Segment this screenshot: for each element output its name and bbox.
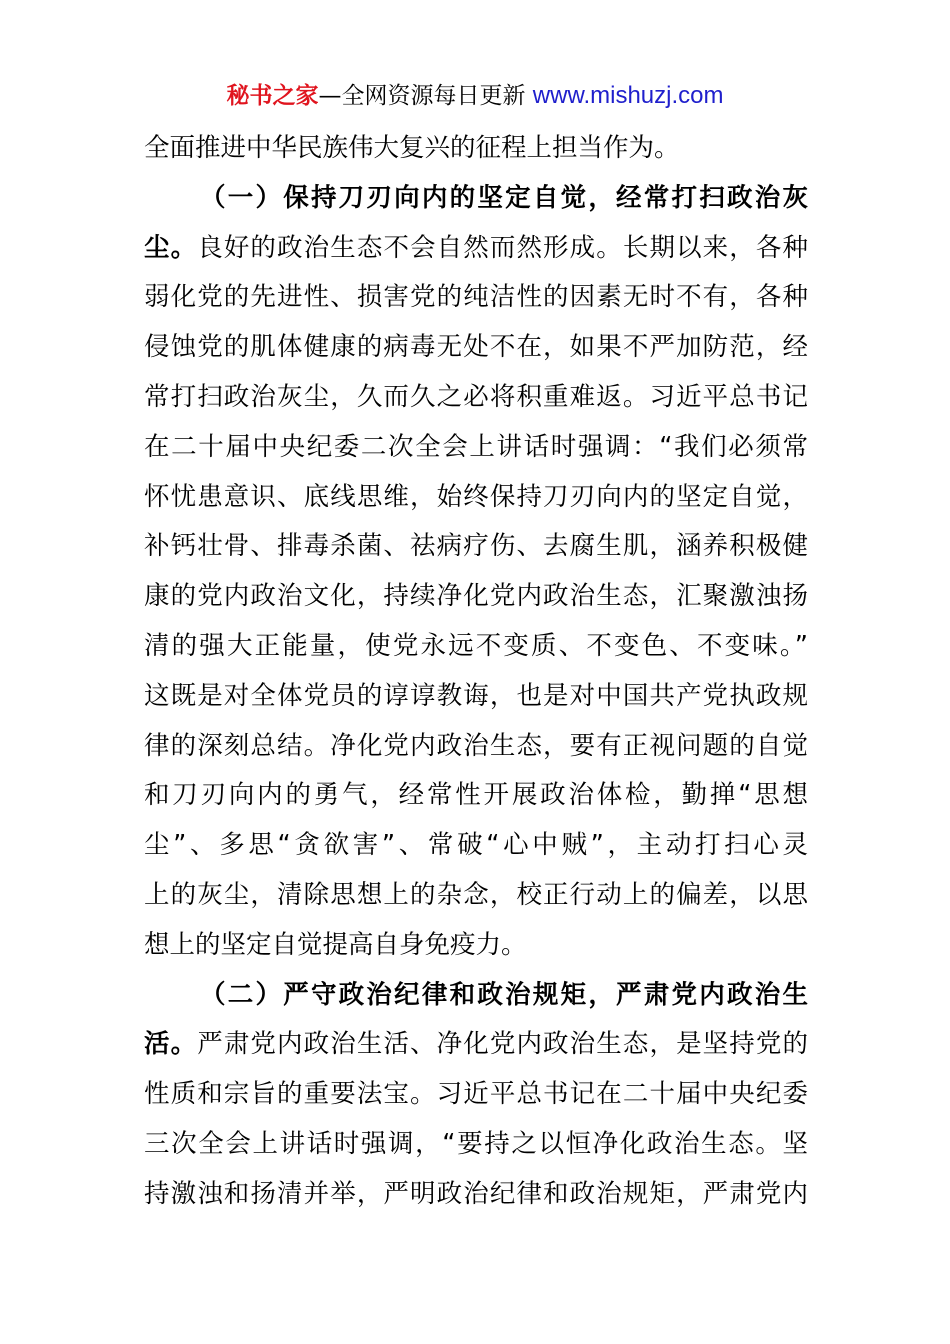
body-text: 怀忧患意识、底线思维，始终保持刀刃向内的坚定自觉， [144, 481, 808, 512]
text-line [144, 1020, 808, 1070]
text-line [144, 771, 808, 821]
heading-text: （二）严守政治纪律和政治规矩，严肃党内政治生 [200, 979, 808, 1010]
body-text: 想上的坚定自觉提高自身免疫力。 [144, 929, 527, 960]
text-line [144, 1170, 808, 1220]
site-slogan: —全网资源每日更新 [318, 83, 526, 109]
text-line [144, 622, 808, 672]
body-text: 良好的政治生态不会自然而然形成。长期以来，各种 [197, 232, 808, 263]
body-text: 和刀刃向内的勇气，经常性开展政治体检，勤掸“思想 [144, 780, 808, 811]
body-text: 补钙壮骨、排毒杀菌、祛病疗伤、去腐生肌，涵养积极健 [144, 531, 808, 562]
site-header [0, 80, 950, 112]
body-text: 康的党内政治文化，持续净化党内政治生态，汇聚激浊扬 [144, 581, 808, 612]
body-text: 侵蚀党的肌体健康的病毒无处不在，如果不严加防范，经 [144, 332, 808, 363]
body-text: 尘”、多思“贪欲害”、常破“心中贼”，主动打扫心灵 [144, 830, 808, 861]
body-text: 上的灰尘，清除思想上的杂念，校正行动上的偏差，以思 [144, 879, 808, 910]
body-text: 清的强大正能量，使党永远不变质、不变色、不变味。” [144, 630, 808, 661]
body-text: 律的深刻总结。净化党内政治生态，要有正视问题的自觉 [144, 730, 808, 761]
body-text: 性质和宗旨的重要法宝。习近平总书记在二十届中央纪委 [144, 1079, 808, 1110]
text-line [144, 124, 808, 174]
text-line [144, 473, 808, 523]
heading-text: 尘。 [144, 232, 198, 263]
body-text: 弱化党的先进性、损害党的纯洁性的因素无时不有，各种 [144, 282, 808, 313]
text-line [144, 672, 808, 722]
heading-text: （一）保持刀刃向内的坚定自觉，经常打扫政治灰 [200, 182, 808, 213]
text-line [144, 423, 808, 473]
text-line [144, 921, 808, 971]
heading-text: 活。 [144, 1029, 198, 1060]
text-line [144, 224, 808, 274]
body-text: 常打扫政治灰尘，久而久之必将积重难返。习近平总书记 [144, 381, 808, 412]
text-line [144, 522, 808, 572]
body-text: 在二十届中央纪委二次全会上讲话时强调：“我们必须常 [144, 431, 808, 462]
text-line [144, 722, 808, 772]
body-text: 三次全会上讲话时强调，“要持之以恒净化政治生态。坚 [144, 1128, 808, 1159]
text-line [144, 174, 808, 224]
text-line [144, 871, 808, 921]
body-text: 全面推进中华民族伟大复兴的征程上担当作为。 [144, 133, 680, 163]
body-text: 这既是对全体党员的谆谆教诲，也是对中国共产党执政规 [144, 680, 808, 711]
text-line [144, 821, 808, 871]
body-text: 严肃党内政治生活、净化党内政治生态，是坚持党的 [197, 1029, 808, 1060]
text-line [144, 971, 808, 1021]
text-line [144, 572, 808, 622]
site-url-link[interactable]: www.mishuzj.com [532, 82, 724, 109]
text-line [144, 323, 808, 373]
site-brand: 秘书之家 [226, 83, 319, 109]
text-line [144, 373, 808, 423]
text-line [144, 1120, 808, 1170]
document-body [144, 124, 808, 1220]
body-text: 持激浊和扬清并举，严明政治纪律和政治规矩，严肃党内 [144, 1178, 808, 1209]
text-line [144, 273, 808, 323]
text-line [144, 1070, 808, 1120]
